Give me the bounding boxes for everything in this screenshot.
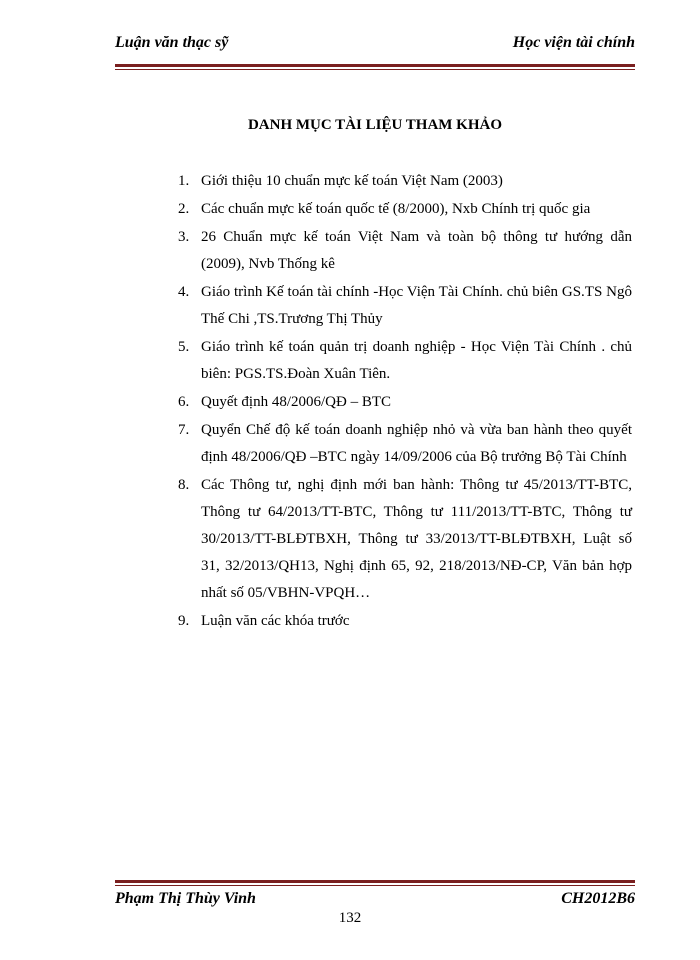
reference-number: 4. <box>178 284 190 300</box>
reference-number: 2. <box>178 201 190 217</box>
reference-item <box>178 472 632 607</box>
reference-number: 5. <box>178 339 190 355</box>
reference-item <box>178 417 632 471</box>
reference-item <box>178 608 632 635</box>
header-rule <box>115 64 635 70</box>
reference-number: 1. <box>178 173 190 189</box>
page-number: 132 <box>338 910 362 926</box>
reference-text: Quyển Chế độ kế toán doanh nghiệp nhỏ và vừa ban hành theo quyết định 48/2006/QĐ –BTC ngày 14/09/2006 của Bộ trưởng Bộ Tài Chính <box>201 422 632 465</box>
reference-number: 6. <box>178 394 190 410</box>
reference-text: Các Thông tư, nghị định mới ban hành: Thông tư 45/2013/TT-BTC, Thông tư 64/2013/TT-BTC, Thông tư 111/2013/TT-BTC, Thông tư 30/2013/TT-BLĐTBXH, Thông tư 33/2013/TT-BLĐTBXH, Luật số 31, 32/2013/QH13, Nghị định 65, 92, 218/2013/NĐ-CP, Văn bản hợp nhất số 05/VBHN-VPQH… <box>201 477 632 601</box>
reference-list <box>178 168 632 636</box>
reference-item <box>178 279 632 333</box>
footer-author-label: Phạm Thị Thùy Vinh <box>115 890 256 907</box>
reference-text: Giới thiệu 10 chuẩn mực kế toán Việt Nam (2003) <box>201 173 503 189</box>
reference-number: 3. <box>178 229 190 245</box>
reference-text: Giáo trình Kế toán tài chính -Học Viện Tài Chính. chủ biên GS.TS Ngô Thế Chi ,TS.Trương Thị Thủy <box>201 284 632 327</box>
footer-class-code: CH2012B6 <box>561 890 635 907</box>
reference-number: 8. <box>178 477 190 493</box>
reference-number: 7. <box>178 422 190 438</box>
reference-text: Quyết định 48/2006/QĐ – BTC <box>201 394 391 410</box>
reference-number: 9. <box>178 613 190 629</box>
footer-rule <box>115 880 635 886</box>
reference-text: 26 Chuẩn mực kế toán Việt Nam và toàn bộ thông tư hướng dẫn (2009), Nvb Thống kê <box>201 229 632 272</box>
reference-text: Giáo trình kế toán quản trị doanh nghiệp - Học Viện Tài Chính . chủ biên: PGS.TS.Đoàn Xuân Tiên. <box>201 339 632 382</box>
reference-item <box>178 168 632 195</box>
page-title: DANH MỤC TÀI LIỆU THAM KHẢO <box>247 117 503 133</box>
reference-item <box>178 334 632 388</box>
reference-text: Các chuẩn mực kế toán quốc tế (8/2000), Nxb Chính trị quốc gia <box>201 201 591 217</box>
reference-item <box>178 224 632 278</box>
reference-item <box>178 389 632 416</box>
header-institution-label: Học viện tài chính <box>512 34 635 51</box>
reference-text: Luận văn các khóa trước <box>201 613 350 629</box>
reference-item <box>178 196 632 223</box>
header-thesis-label: Luận văn thạc sỹ <box>115 34 229 51</box>
